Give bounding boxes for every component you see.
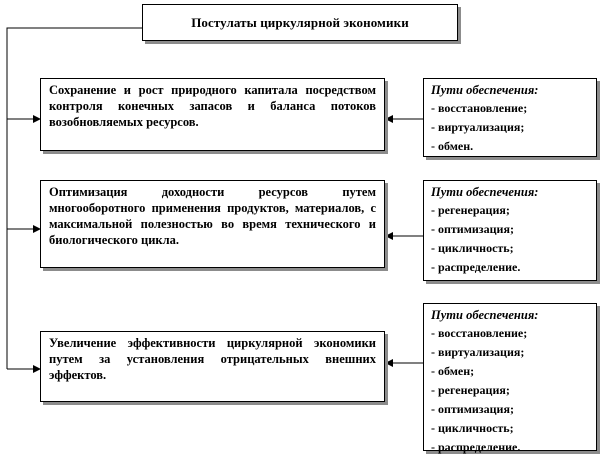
ways-item: - виртуализация;	[431, 345, 525, 359]
ways-item: - обмен.	[431, 139, 474, 153]
ways-heading: Пути обеспечения:	[431, 185, 539, 199]
title-box	[142, 4, 458, 41]
ways-item: - регенерация;	[431, 383, 510, 397]
ways-list	[431, 99, 589, 156]
ways-item: - обмен;	[431, 364, 475, 378]
ways-list	[431, 324, 589, 457]
rule-text: Оптимизация доходности ресурсов путем многооборотного применения продуктов, материалов, с максимальной полезностью во время технического и биологического цикла.	[49, 185, 376, 247]
ways-box-1	[423, 78, 597, 157]
rule-box-3	[40, 331, 385, 402]
ways-item: - восстановление;	[431, 101, 528, 115]
ways-item: - виртуализация;	[431, 120, 525, 134]
ways-box-2	[423, 180, 597, 281]
ways-item: - цикличность;	[431, 421, 514, 435]
ways-box-3	[423, 303, 597, 454]
ways-item: - регенерация;	[431, 203, 510, 217]
rule-box-1	[40, 78, 385, 151]
ways-item: - распределение.	[431, 260, 521, 274]
ways-item: - оптимизация;	[431, 402, 514, 416]
rule-box-2	[40, 180, 385, 268]
ways-item: - цикличность;	[431, 241, 514, 255]
rule-text: Увеличение эффективности циркулярной экономики путем за установления отрицательных внешних эффектов.	[49, 336, 376, 382]
ways-item: - восстановление;	[431, 326, 528, 340]
ways-item: - распределение.	[431, 440, 521, 454]
ways-item: - оптимизация;	[431, 222, 514, 236]
ways-list	[431, 201, 589, 277]
rule-text: Сохранение и рост природного капитала посредством контроля конечных запасов и баланса потоков возобновляемых ресурсов.	[49, 83, 376, 129]
ways-heading: Пути обеспечения:	[431, 308, 539, 322]
diagram-title: Постулаты циркулярной экономики	[191, 14, 409, 30]
ways-heading: Пути обеспечения:	[431, 83, 539, 97]
